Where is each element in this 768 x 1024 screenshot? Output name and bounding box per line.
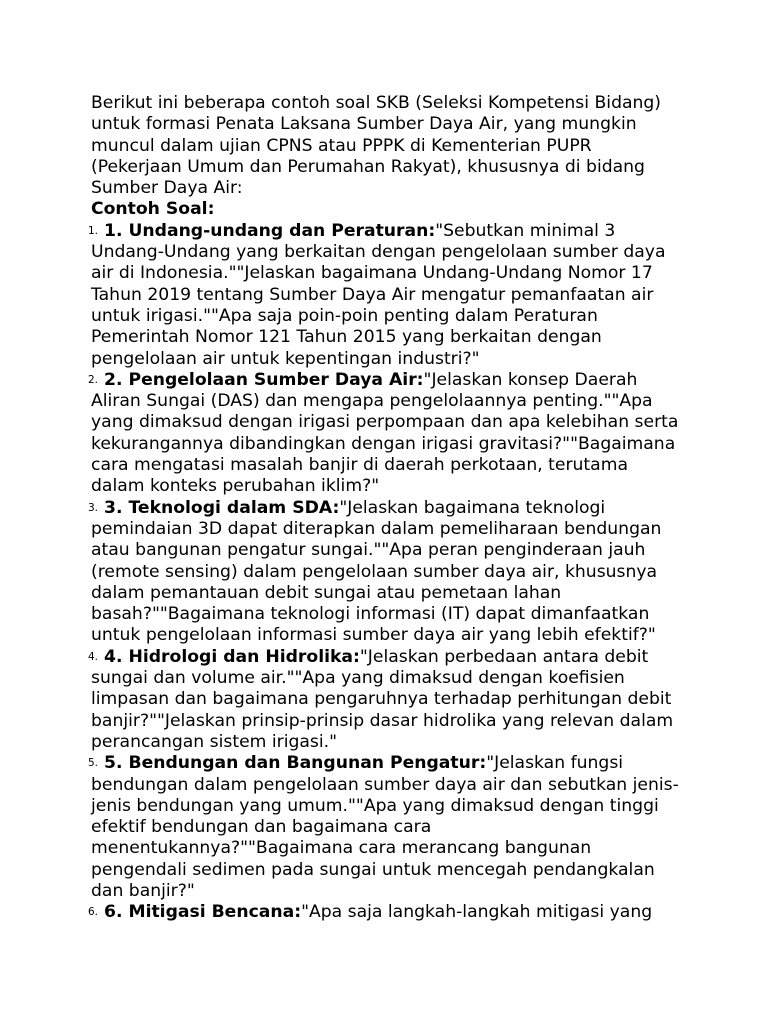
item-title: 3. Teknologi dalam SDA: [104,497,340,518]
item-title: 4. Hidrologi dan Hidrolika: [104,646,360,667]
item-text: "Jelaskan bagaimana teknologi pemindaian 3D dapat diterapkan dalam pemeliharaan bendungan atau bangunan pengatur sungai.""Apa peran penginderaan jauh (remote sensing) dalam pengelolaan sumber daya air, khususnya dalam pemantauan debit sungai atau pemetaan lahan basah?""Bagaimana teknologi informasi (IT) dapat dimanfaatkan untuk pengelolaan informasi sumber daya air yang lebih efektif?" [91,497,662,646]
list-item [88,902,686,923]
list-item [88,369,686,498]
item-text: "Jelaskan perbedaan antara debit sungai dan volume air.""Apa yang dimaksud dengan koefisien limpasan dan bagaimana pengaruhnya terhadap perhitungan debit banjir?""Jelaskan prinsip-prinsip dasar hidrolika yang relevan dalam perancangan sistem irigasi." [91,646,674,752]
list-item [88,753,686,902]
list-marker: 1. [88,224,99,237]
document-body [88,93,686,924]
list-marker: 2. [88,373,99,386]
list-marker: 5. [88,757,99,770]
item-title: 6. Mitigasi Bencana: [104,902,302,923]
item-text: "Jelaskan konsep Daerah Aliran Sungai (DAS) dan mengapa pengelolaannya penting.""Apa yang dimaksud dengan irigasi perpompaan dan apa kelebihan serta kekurangannya dibandingkan dengan irigasi gravitasi?""Bagaimana cara mengatasi masalah banjir di daerah perkotaan, terutama dalam konteks perubahan iklim?" [91,369,679,497]
list-marker: 4. [88,650,99,663]
intro-paragraph: Berikut ini beberapa contoh soal SKB (Seleksi Kompetensi Bidang) untuk formasi Penata Laksana Sumber Daya Air, yang mungkin muncul dalam ujian CPNS atau PPPK di Kementerian PUPR (Pekerjaan Umum dan Perumahan Rakyat), khususnya di bidang Sumber Daya Air: [91,93,662,199]
item-text: "Sebutkan minimal 3 Undang-Undang yang berkaitan dengan pengelolaan sumber daya air di Indonesia.""Jelaskan bagaimana Undang-Undang Nomor 17 Tahun 2019 tentang Sumber Daya Air mengatur pemanfaatan air untuk irigasi.""Apa saja poin-poin penting dalam Peraturan Pemerintah Nomor 121 Tahun 2015 yang berkaitan dengan pengelolaan air untuk kepentingan industri?" [91,220,666,369]
list-item [88,646,686,753]
item-title: 1. Undang-undang dan Peraturan: [104,220,436,241]
item-title: 2. Pengelolaan Sumber Daya Air: [104,369,424,390]
list-item [88,220,686,370]
section-heading: Contoh Soal: [91,199,215,220]
list-marker: 3. [88,501,99,514]
list-item [88,497,686,647]
list-marker: 6. [88,906,99,919]
item-text: "Apa saja langkah-langkah mitigasi yang [301,902,653,923]
item-title: 5. Bendungan dan Bangunan Pengatur: [104,753,487,774]
item-text: "Jelaskan fungsi bendungan dalam pengelolaan sumber daya air dan sebutkan jenis-jenis bendungan yang umum.""Apa yang dimaksud dengan tinggi efektif bendungan dan bagaimana cara menentukannya?""Bagaimana cara merancang bangunan pengendali sedimen pada sungai untuk mencegah pendangkalan dan banjir?" [91,753,679,901]
